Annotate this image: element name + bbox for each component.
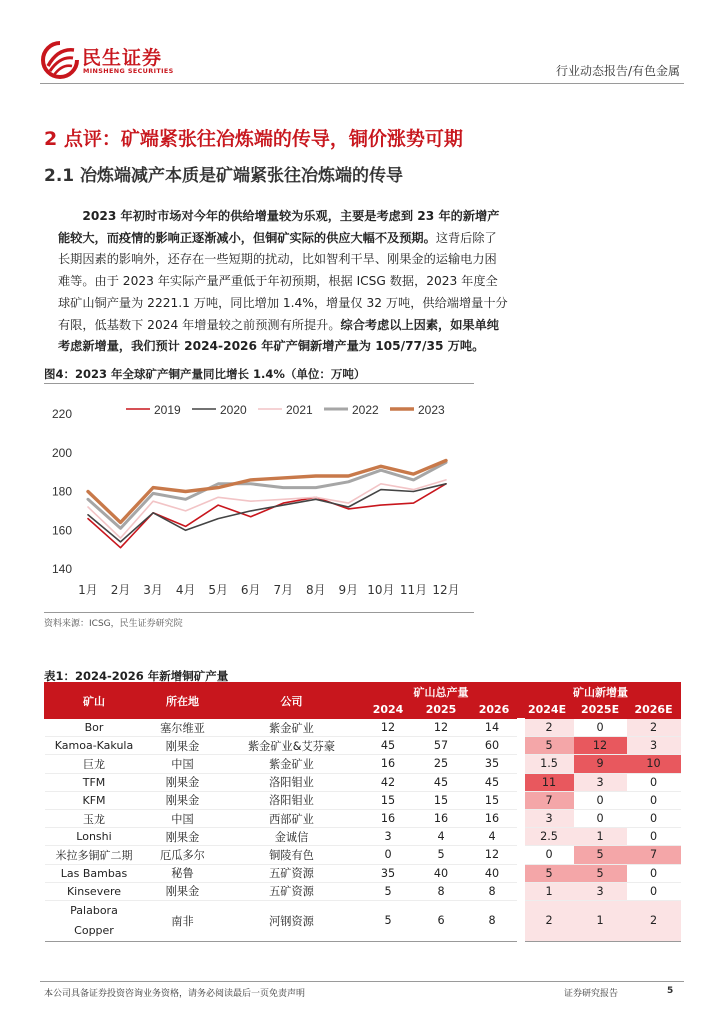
cell-total: 60 [468, 737, 521, 755]
header-total-group: 矿山总产量 [362, 683, 521, 701]
table-caption: 表1：2024-2026 年新增铜矿产量 [44, 669, 229, 683]
y-tick-label: 140 [51, 562, 72, 576]
cell-new: 0 [627, 791, 681, 809]
cell-total: 12 [362, 719, 415, 737]
x-tick-label: 3月 [143, 583, 163, 597]
figure-source: 资料来源：ICSG，民生证券研究院 [44, 612, 474, 628]
table-row [45, 719, 681, 737]
cell-new: 2 [627, 900, 681, 941]
paragraph-line [58, 315, 684, 337]
x-tick-label: 12月 [432, 583, 460, 597]
cell-location: 刚果金 [144, 737, 222, 755]
cell-location: 塞尔维亚 [144, 719, 222, 737]
cell-location: 刚果金 [144, 882, 222, 900]
cell-total: 16 [468, 809, 521, 827]
cell-new: 7 [521, 791, 574, 809]
x-tick-label: 5月 [208, 583, 229, 597]
bold-text: 2023 年初时市场对今年的供给增量较为乐观，主要是考虑到 23 年的新增产 [82, 209, 500, 223]
table-row [45, 809, 681, 827]
cell-mine-line: Copper [74, 923, 114, 937]
footer-disclaimer: 本公司具备证券投资咨询业务资格，请务必阅读最后一页免责声明 [44, 989, 306, 999]
cell-new: 2 [521, 719, 574, 737]
cell-total: 8 [468, 900, 521, 941]
cell-new: 3 [521, 809, 574, 827]
x-tick-label: 2月 [110, 583, 131, 597]
table-row [45, 737, 681, 755]
cell-new: 11 [521, 773, 574, 791]
chart-svg [44, 388, 474, 610]
cell-mine: Kamoa-Kakula [45, 737, 144, 755]
cell-mine: 玉龙 [45, 809, 144, 827]
cell-total: 15 [415, 791, 468, 809]
cell-total: 35 [362, 864, 415, 882]
header-new-group: 矿山新增量 [521, 683, 681, 701]
x-tick-label: 7月 [273, 583, 294, 597]
bold-text: 能较大，而疫情的影响正逐渐减小，但铜矿实际的供应大幅不及预期。 [58, 230, 436, 245]
cell-company: 河钢资源 [222, 900, 362, 941]
cell-new: 0 [574, 791, 627, 809]
series-line-2019 [88, 484, 446, 548]
legend-label: 2023 [418, 403, 445, 417]
line-chart [44, 388, 474, 610]
cell-new: 3 [627, 737, 681, 755]
cell-new: 9 [574, 755, 627, 773]
header-total-2024: 2024 [362, 701, 415, 719]
header-mine: 矿山 [45, 683, 144, 719]
cell-location: 南非 [144, 900, 222, 941]
legend-label: 2021 [286, 403, 313, 417]
cell-company: 紫金矿业&艾芬豪 [222, 737, 362, 755]
figure-caption: 图4：2023 年全球矿产铜产量同比增长 1.4%（单位：万吨） [44, 366, 474, 384]
x-tick-label: 11月 [399, 583, 428, 597]
series-line-2020 [88, 484, 446, 542]
cell-total: 8 [468, 882, 521, 900]
cell-new: 0 [627, 809, 681, 827]
body-paragraph [58, 206, 684, 358]
cell-total: 45 [362, 737, 415, 755]
cell-new: 0 [574, 719, 627, 737]
table-row [45, 846, 681, 864]
table-body [45, 719, 681, 942]
header-company: 公司 [222, 683, 362, 719]
header-total-2025: 2025 [415, 701, 468, 719]
subsection-heading: 2.1 冶炼端减产本质是矿端紧张往冶炼端的传导 [44, 166, 404, 186]
cell-new: 1 [574, 828, 627, 846]
text: 有限，低基数下 2024 年增量较之前预测有所提升。 [58, 317, 341, 332]
paragraph-line [58, 271, 684, 293]
cell-new: 3 [574, 773, 627, 791]
cell-new: 2 [627, 719, 681, 737]
cell-company: 紫金矿业 [222, 755, 362, 773]
cell-total: 5 [362, 882, 415, 900]
cell-mine: TFM [45, 773, 144, 791]
y-tick-label: 160 [51, 523, 72, 538]
cell-new: 1 [521, 882, 574, 900]
cell-new: 0 [627, 773, 681, 791]
cell-total: 4 [468, 828, 521, 846]
legend-label: 2019 [154, 403, 181, 417]
table-row [45, 900, 681, 941]
legend-label: 2020 [220, 403, 247, 417]
cell-new: 0 [521, 846, 574, 864]
cell-mine: Las Bambas [45, 864, 144, 882]
cell-total: 16 [415, 809, 468, 827]
x-tick-label: 4月 [175, 583, 196, 597]
cell-new: 5 [521, 864, 574, 882]
cell-company: 洛阳钼业 [222, 773, 362, 791]
logo-english-name: MINSHENG SECURITIES [83, 67, 174, 75]
cell-company: 西部矿业 [222, 809, 362, 827]
cell-location: 刚果金 [144, 791, 222, 809]
cell-total: 45 [468, 773, 521, 791]
paragraph-line [58, 293, 684, 315]
cell-total: 16 [362, 809, 415, 827]
series-line-2021 [88, 480, 446, 538]
text: 球矿山铜产量为 2221.1 万吨，同比增加 1.4%，增量仅 32 万吨，供给端增量十分 [58, 295, 508, 310]
cell-total: 35 [468, 755, 521, 773]
cell-total: 15 [362, 791, 415, 809]
cell-total: 3 [362, 828, 415, 846]
cell-location: 刚果金 [144, 828, 222, 846]
cell-location: 刚果金 [144, 773, 222, 791]
y-tick-label: 200 [51, 445, 72, 460]
cell-new: 2 [521, 900, 574, 941]
cell-mine: 巨龙 [45, 755, 144, 773]
table-row [45, 864, 681, 882]
cell-company: 洛阳钼业 [222, 791, 362, 809]
cell-total: 12 [415, 719, 468, 737]
cell-location: 厄瓜多尔 [144, 846, 222, 864]
header-new-2024e: 2024E [521, 701, 574, 719]
cell-new: 0 [627, 882, 681, 900]
cell-total: 8 [415, 882, 468, 900]
text: 这背后除了 [435, 230, 497, 245]
paragraph-line [58, 249, 684, 271]
cell-total: 14 [468, 719, 521, 737]
paragraph-line [58, 206, 684, 228]
cell-new: 1.5 [521, 755, 574, 773]
cell-mine: Lonshi [45, 828, 144, 846]
cell-company: 紫金矿业 [222, 719, 362, 737]
footer-report-label: 证券研究报告 [564, 989, 619, 999]
y-tick-label: 220 [51, 407, 72, 421]
page-number: 5 [667, 986, 674, 996]
cell-total: 6 [415, 900, 468, 941]
cell-new: 12 [574, 737, 627, 755]
x-tick-label: 10月 [367, 583, 395, 597]
cell-total: 45 [415, 773, 468, 791]
cell-new: 0 [574, 809, 627, 827]
cell-new: 5 [574, 864, 627, 882]
cell-new: 7 [627, 846, 681, 864]
x-tick-label: 1月 [78, 583, 98, 597]
cell-mine: KFM [45, 791, 144, 809]
cell-total: 5 [362, 900, 415, 941]
text: 长期因素的影响外，还存在一些短期的扰动，比如智利干旱、刚果金的运输电力困 [58, 252, 497, 267]
cell-total: 42 [362, 773, 415, 791]
cell-new: 1 [574, 900, 627, 941]
cell-new: 0 [627, 864, 681, 882]
cell-mine: Bor [45, 719, 144, 737]
table-row [45, 755, 681, 773]
cell-total: 57 [415, 737, 468, 755]
cell-location: 秘鲁 [144, 864, 222, 882]
cell-mine [45, 900, 144, 941]
cell-new: 3 [574, 882, 627, 900]
cell-total: 40 [415, 864, 468, 882]
x-tick-label: 9月 [338, 583, 359, 597]
paragraph-line [58, 228, 684, 250]
minsheng-logo-icon [40, 40, 80, 80]
cell-company: 铜陵有色 [222, 846, 362, 864]
cell-total: 40 [468, 864, 521, 882]
cell-total: 16 [362, 755, 415, 773]
table-row [45, 828, 681, 846]
cell-mine: Kinsevere [45, 882, 144, 900]
cell-new: 5 [521, 737, 574, 755]
cell-company: 金诚信 [222, 828, 362, 846]
table-row [45, 882, 681, 900]
cell-mine-line: Palabora [70, 903, 118, 917]
cell-company: 五矿资源 [222, 864, 362, 882]
report-type: 行业动态报告/有色金属 [555, 64, 680, 78]
cell-company: 五矿资源 [222, 882, 362, 900]
legend-label: 2022 [352, 403, 379, 417]
header-new-2025e: 2025E [574, 701, 627, 719]
cell-new: 10 [627, 755, 681, 773]
cell-new: 5 [574, 846, 627, 864]
cell-total: 12 [468, 846, 521, 864]
new-copper-table [44, 682, 681, 942]
cell-mine: 米拉多铜矿二期 [45, 846, 144, 864]
company-logo [40, 40, 180, 80]
header-divider [40, 83, 684, 84]
footer-divider [40, 981, 684, 982]
table-row [45, 791, 681, 809]
header-location: 所在地 [144, 683, 222, 719]
bold-text: 综合考虑以上因素，如果单纯 [340, 317, 499, 332]
series-line-2022 [88, 462, 446, 528]
bold-text: 考虑新增量，我们预计 2024-2026 年矿产铜新增产量为 105/77/35 万吨。 [58, 339, 485, 354]
text: 难等。由于 2023 年实际产量严重低于年初预期，根据 ICSG 数据，2023 年度全 [58, 274, 498, 289]
cell-total: 0 [362, 846, 415, 864]
cell-location: 中国 [144, 809, 222, 827]
header-new-2026e: 2026E [627, 701, 681, 719]
cell-new: 0 [627, 828, 681, 846]
table-row [45, 773, 681, 791]
cell-location: 中国 [144, 755, 222, 773]
paragraph-line [58, 336, 684, 358]
header-total-2026: 2026 [468, 701, 521, 719]
cell-new: 2.5 [521, 828, 574, 846]
cell-total: 5 [415, 846, 468, 864]
x-tick-label: 8月 [305, 583, 326, 597]
logo-chinese-name: 民生证券 [82, 47, 163, 69]
cell-total: 15 [468, 791, 521, 809]
cell-total: 25 [415, 755, 468, 773]
cell-total: 4 [415, 828, 468, 846]
section-heading: 2 点评：矿端紧张往冶炼端的传导，铜价涨势可期 [44, 128, 463, 150]
x-tick-label: 6月 [240, 583, 261, 597]
y-tick-label: 180 [51, 484, 72, 499]
